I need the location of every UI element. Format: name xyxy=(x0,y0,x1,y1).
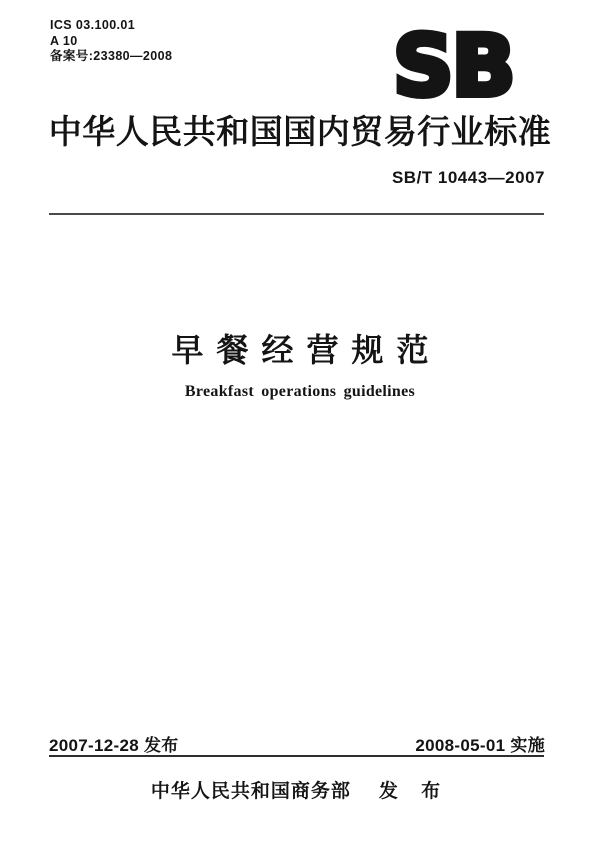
dates-row xyxy=(49,731,545,756)
implementation-date: 2008-05-01 实施 xyxy=(415,736,545,755)
record-number: 备案号:23380—2008 xyxy=(50,49,173,63)
header-rule xyxy=(49,213,544,215)
footer-rule xyxy=(49,755,544,757)
document-title: 早餐经营规范 xyxy=(171,332,442,368)
publisher: 中华人民共和国商务部 xyxy=(150,781,351,802)
ics-code: ICS 03.100.01 xyxy=(50,18,136,32)
publisher-row xyxy=(0,776,600,803)
publish-label: 发 布 xyxy=(378,781,450,802)
meta-block xyxy=(50,18,172,65)
sb-logo: SB xyxy=(393,17,514,115)
doc-class-code: A 10 xyxy=(50,33,78,48)
standard-number: SB/T 10443—2007 xyxy=(391,168,545,187)
standard-org-title: 中华人民共和国国内贸易行业标准 xyxy=(48,113,552,150)
document-title-en: Breakfast operations guidelines xyxy=(184,383,416,400)
issue-date: 2007-12-28 发布 xyxy=(49,736,179,755)
